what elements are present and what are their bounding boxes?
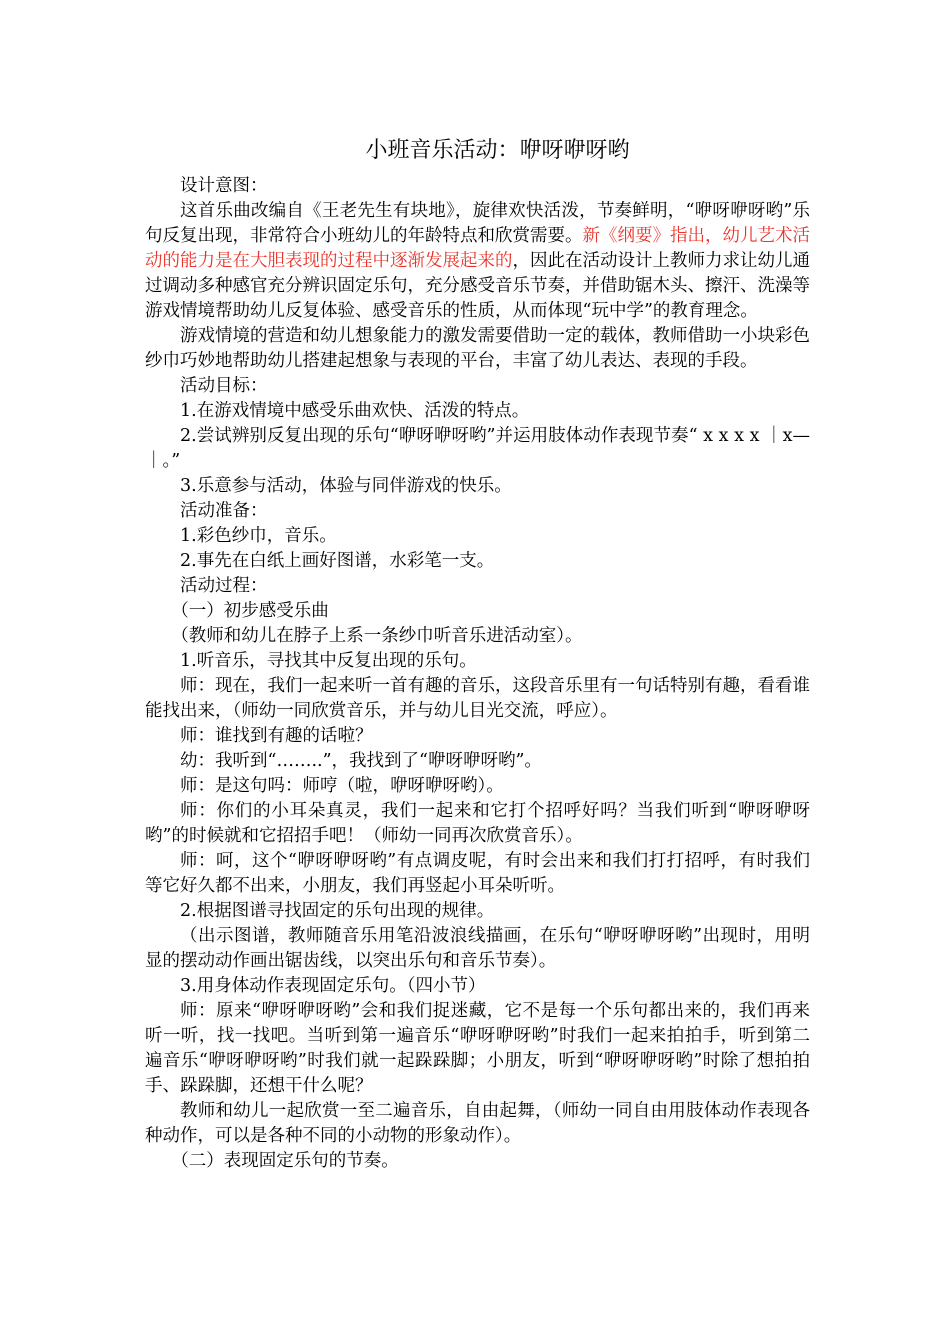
dialogue-line: 师：呵，这个“咿呀咿呀哟”有点调皮呢，有时会出来和我们打打招呼，有时我们等它好久都不出来，小朋友，我们再竖起小耳朵听听。: [145, 851, 810, 896]
prep-item-1: 1.彩色纱巾，音乐。: [180, 526, 337, 546]
dialogue-line: 教师和幼儿一起欣赏一至二遍音乐，自由起舞，（师幼一同自由用肢体动作表现各种动作，可以是各种不同的小动物的形象动作）。: [145, 1101, 810, 1146]
dialogue-line: 幼：我听到“……..”，我找到了“咿呀咿呀哟”。: [180, 751, 542, 771]
goal-item-1: 1.在游戏情境中感受乐曲欢快、活泼的特点。: [180, 401, 530, 421]
goal-item-2: 2.尝试辨别反复出现的乐句“咿呀咿呀哟”并运用肢体动作表现节奏“ x x x x ｜x—｜。”: [145, 426, 810, 471]
section-process-heading: 活动过程：: [180, 576, 268, 596]
step-2-heading: （二）表现固定乐句的节奏。: [171, 1151, 399, 1171]
paragraph-text: 这首乐曲改编自《王老先生有块地》，旋律欢快活泼，节奏鲜明，“咿呀咿呀哟”乐句反复出现，非常符合小班幼儿的年龄特点和欣赏需要。: [145, 201, 810, 246]
section-goals-heading: 活动目标：: [180, 376, 268, 396]
step-1-note: （教师和幼儿在脖子上系一条纱巾听音乐进活动室）。: [171, 626, 583, 646]
dialogue-line: 师：是这句吗：师哼（啦，咿呀咿呀哟）。: [180, 776, 504, 796]
paragraph-design-1: [145, 199, 810, 324]
prep-item-2: 2.事先在白纸上画好图谱，水彩笔一支。: [180, 551, 495, 571]
page-title: 小班音乐活动：咿呀咿呀哟: [365, 138, 630, 163]
dialogue-line: 师：原来“咿呀咿呀哟”会和我们捉迷藏，它不是每一个乐句都出来的，我们再来听一听，找一找吧。当听到第一遍音乐“咿呀咿呀哟”时我们一起来拍拍手，听到第二遍音乐“咿呀咿呀哟”时我们就一起跺跺脚；小朋友，听到“咿呀咿呀哟”时除了想拍拍手、跺跺脚，还想干什么呢？: [145, 1001, 810, 1096]
paragraph-design-2: 游戏情境的营造和幼儿想象能力的激发需要借助一定的载体，教师借助一小块彩色纱巾巧妙地帮助幼儿搭建起想象与表现的平台，丰富了幼儿表达、表现的手段。: [145, 326, 810, 371]
section-design-heading: 设计意图：: [180, 176, 268, 196]
dialogue-line: 师：你们的小耳朵真灵，我们一起来和它打个招呼好吗？当我们听到“咿呀咿呀哟”的时候就和它招招手吧！（师幼一同再次欣赏音乐）。: [145, 801, 810, 846]
highlighted-text: 新《纲要》指出，幼儿艺术活动的能力是在大胆表现的过程中逐渐发展起来的: [145, 226, 810, 271]
step-1-heading: （一）初步感受乐曲: [171, 601, 329, 621]
dialogue-line: 师：现在，我们一起来听一首有趣的音乐，这段音乐里有一句话特别有趣，看看谁能找出来，（师幼一同欣赏音乐，并与幼儿目光交流，呼应）。: [145, 676, 810, 721]
goal-item-3: 3.乐意参与活动，体验与同伴游戏的快乐。: [180, 476, 512, 496]
dialogue-line: 师：谁找到有趣的话啦？: [180, 726, 373, 746]
step-1-2: 2.根据图谱寻找固定的乐句出现的规律。: [180, 901, 495, 921]
step-1-2-note: （出示图谱，教师随音乐用笔沿波浪线描画，在乐句“咿呀咿呀哟”出现时，用明显的摆动动作画出锯齿线，以突出乐句和音乐节奏）。: [145, 926, 810, 971]
document-page: [145, 128, 810, 1174]
paragraph-text: ，因此在活动设计上教师力求让幼儿通过调动多种感官充分辨识固定乐句，充分感受音乐节奏，并借助锯木头、擦汗、洗澡等游戏情境帮助幼儿反复体验、感受音乐的性质，从而体现“玩中学”的教育理念。: [145, 251, 810, 321]
section-prep-heading: 活动准备：: [180, 501, 268, 521]
step-1-1: 1.听音乐，寻找其中反复出现的乐句。: [180, 651, 477, 671]
step-1-3: 3.用身体动作表现固定乐句。（四小节）: [180, 976, 486, 996]
